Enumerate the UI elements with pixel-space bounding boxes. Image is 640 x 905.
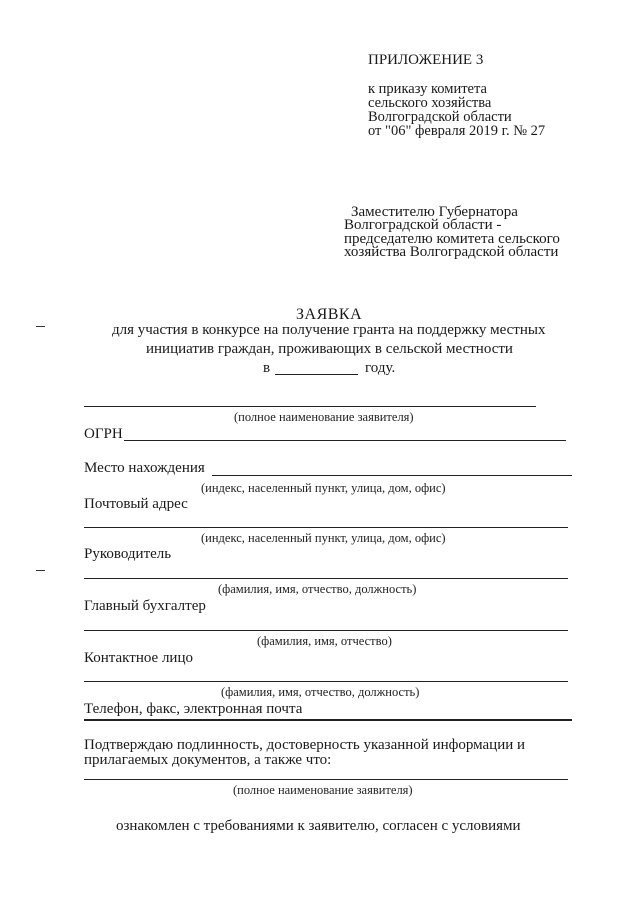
margin-mark-bottom (36, 570, 45, 571)
phone-fax-email-field[interactable] (84, 719, 572, 721)
chief-accountant-field[interactable] (84, 630, 568, 631)
year-suffix: году. (365, 360, 396, 376)
postal-address-label: Почтовый адрес (84, 496, 188, 512)
confirmation-line-1: Подтверждаю подлинность, достоверность указанной информации и (84, 737, 526, 753)
margin-mark-top (36, 326, 45, 327)
postal-address-hint: (индекс, населенный пункт, улица, дом, офис) (201, 531, 446, 545)
appendix-line-2: сельского хозяйства (368, 95, 492, 111)
contact-person-label: Контактное лицо (84, 650, 193, 666)
confirmation-applicant-hint: (полное наименование заявителя) (233, 783, 413, 797)
heading-line-2: инициатив граждан, проживающих в сельской местности (146, 341, 513, 357)
acknowledgement-line: ознакомлен с требованиями к заявителю, согласен с условиями (116, 818, 521, 834)
confirmation-line-2: прилагаемых документов, а также что: (84, 752, 332, 768)
contact-person-hint: (фамилия, имя, отчество, должность) (221, 685, 420, 699)
chief-accountant-label: Главный бухгалтер (84, 598, 206, 614)
addressee-line-1: Заместителю Губернатора (351, 204, 518, 220)
ogrn-label: ОГРН (84, 426, 123, 442)
ogrn-field[interactable] (124, 440, 566, 441)
contact-person-field[interactable] (84, 681, 568, 682)
applicant-name-hint: (полное наименование заявителя) (234, 410, 414, 424)
head-field[interactable] (84, 578, 568, 579)
head-label: Руководитель (84, 546, 172, 562)
applicant-name-field[interactable] (84, 406, 536, 407)
addressee-line-2: Волгоградской области - (344, 217, 502, 233)
year-prefix: в (263, 360, 271, 376)
location-field[interactable] (212, 475, 572, 476)
appendix-line-3: Волгоградской области (368, 109, 512, 125)
appendix-line-1: к приказу комитета (368, 81, 487, 97)
addressee-line-3: председателю комитета сельского (344, 231, 560, 247)
location-hint: (индекс, населенный пункт, улица, дом, офис) (201, 481, 446, 495)
addressee-line-4: хозяйства Волгоградской области (344, 244, 559, 260)
confirmation-applicant-field[interactable] (84, 779, 568, 780)
appendix-line-4: от "06" февраля 2019 г. № 27 (368, 123, 546, 139)
document-title: ЗАЯВКА (296, 306, 363, 323)
postal-address-field[interactable] (84, 527, 568, 528)
head-hint: (фамилия, имя, отчество, должность) (218, 582, 417, 596)
phone-fax-email-label: Телефон, факс, электронная почта (84, 701, 303, 717)
year-field[interactable] (275, 374, 358, 375)
chief-accountant-hint: (фамилия, имя, отчество) (257, 634, 392, 648)
heading-line-1: для участия в конкурсе на получение гранта на поддержку местных (112, 322, 546, 338)
appendix-title: ПРИЛОЖЕНИЕ 3 (368, 52, 484, 68)
location-label: Место нахождения (84, 460, 205, 476)
